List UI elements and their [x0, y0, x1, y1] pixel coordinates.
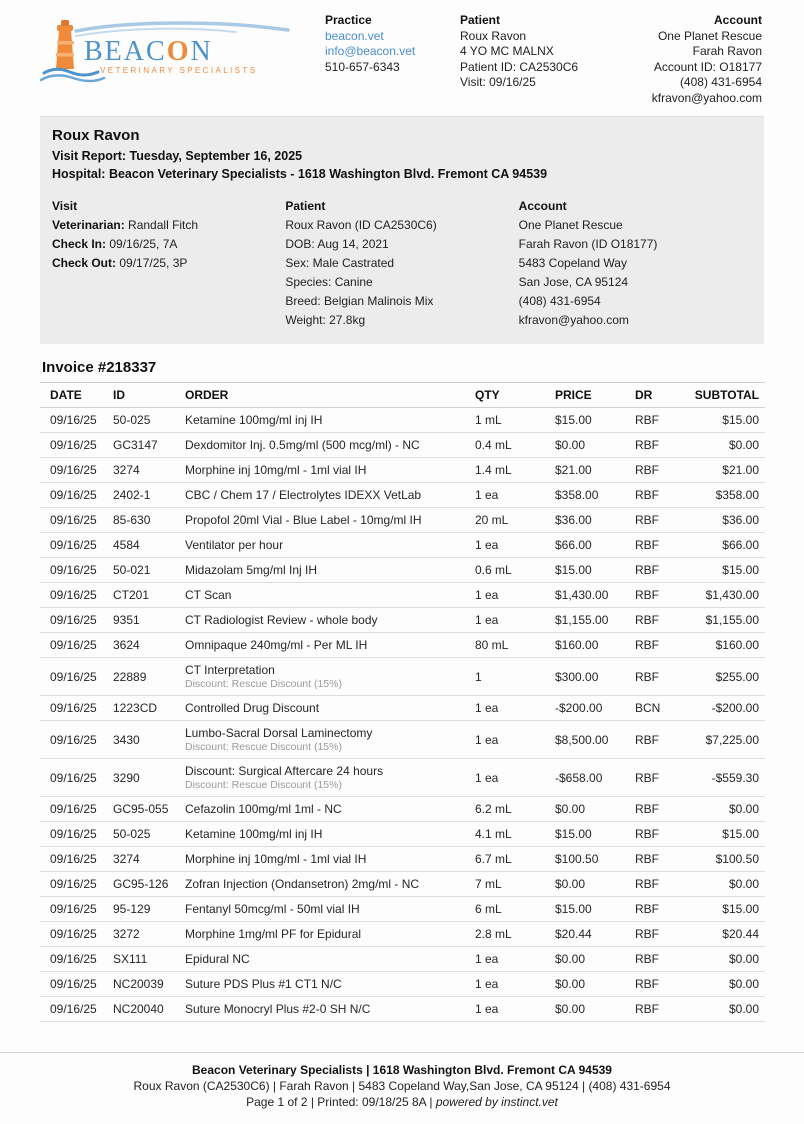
cell-order: [185, 922, 475, 947]
table-header-row: [40, 383, 765, 408]
patient-lines: [460, 29, 620, 91]
cell-subtotal: $0.00: [687, 433, 765, 458]
cell-date: 09/16/25: [40, 458, 113, 483]
patient-line: Roux Ravon: [460, 28, 527, 43]
cell-subtotal: $0.00: [687, 872, 765, 897]
cell-price: $20.44: [555, 922, 635, 947]
cell-price: $15.00: [555, 408, 635, 433]
cell-price: $8,500.00: [555, 721, 635, 759]
cell-qty: 1.4 mL: [475, 458, 555, 483]
cell-subtotal: $0.00: [687, 947, 765, 972]
cell-date: 09/16/25: [40, 822, 113, 847]
cell-date: 09/16/25: [40, 558, 113, 583]
cell-order: [185, 658, 475, 696]
patient-line: Visit: 09/16/25: [460, 75, 536, 89]
visit-pair: [52, 235, 285, 254]
cell-id: 50-021: [113, 558, 185, 583]
cell-order: [185, 897, 475, 922]
account-detail-line: San Jose, CA 95124: [518, 275, 629, 289]
cell-order: [185, 458, 475, 483]
cell-order: [185, 433, 475, 458]
cell-price: $358.00: [555, 483, 635, 508]
cell-id: 9351: [113, 608, 185, 633]
cell-order: [185, 997, 475, 1022]
cell-qty: 1: [475, 658, 555, 696]
cell-dr: RBF: [635, 583, 687, 608]
cell-order: [185, 847, 475, 872]
visit-report-line: Visit Report: Tuesday, September 16, 2025: [52, 149, 303, 163]
cell-qty: 6 mL: [475, 897, 555, 922]
cell-price: $0.00: [555, 797, 635, 822]
cell-order: [185, 947, 475, 972]
cell-date: 09/16/25: [40, 433, 113, 458]
cell-subtotal: $15.00: [687, 822, 765, 847]
practice-block: [325, 13, 460, 75]
table-row: [40, 797, 765, 822]
cell-price: -$200.00: [555, 696, 635, 721]
cell-dr: RBF: [635, 483, 687, 508]
col-header-dr: DR: [635, 383, 687, 408]
order-name: Midazolam 5mg/ml Inj IH: [185, 563, 318, 577]
visit-pairs: [52, 216, 285, 273]
cell-dr: RBF: [635, 433, 687, 458]
cell-id: GC95-126: [113, 872, 185, 897]
cell-dr: RBF: [635, 759, 687, 797]
account-line: Farah Ravon: [692, 44, 762, 58]
page-footer: [0, 1052, 804, 1124]
patient-detail-lines: [285, 216, 518, 330]
cell-dr: RBF: [635, 972, 687, 997]
cell-date: 09/16/25: [40, 847, 113, 872]
account-lines: [652, 29, 762, 107]
cell-dr: RBF: [635, 997, 687, 1022]
patient-detail-line: Sex: Male Castrated: [285, 256, 395, 270]
cell-date: 09/16/25: [40, 533, 113, 558]
account-detail-lines: [519, 216, 752, 330]
account-line: One Planet Rescue: [657, 28, 762, 43]
cell-subtotal: $15.00: [687, 897, 765, 922]
order-name: Cefazolin 100mg/ml 1ml - NC: [185, 802, 342, 816]
brand-tagline: VETERINARY SPECIALISTS: [100, 66, 258, 75]
table-row: [40, 696, 765, 721]
table-row: [40, 872, 765, 897]
cell-dr: RBF: [635, 558, 687, 583]
order-name: Discount: Surgical Aftercare 24 hours: [185, 764, 384, 778]
visit-pair-value: 09/17/25, 3P: [116, 256, 188, 270]
cell-date: 09/16/25: [40, 696, 113, 721]
cell-dr: RBF: [635, 721, 687, 759]
cell-qty: 2.8 mL: [475, 922, 555, 947]
cell-qty: 1 ea: [475, 759, 555, 797]
cell-dr: BCN: [635, 696, 687, 721]
cell-qty: 0.4 mL: [475, 433, 555, 458]
cell-id: NC20040: [113, 997, 185, 1022]
cell-price: $160.00: [555, 633, 635, 658]
cell-date: 09/16/25: [40, 508, 113, 533]
lighthouse-icon: [40, 15, 292, 87]
account-detail-line: kfravon@yahoo.com: [518, 313, 629, 327]
cell-price: $0.00: [555, 972, 635, 997]
cell-order: [185, 972, 475, 997]
visit-pair-label: Check In:: [52, 237, 107, 251]
account-detail-line: Farah Ravon (ID O18177): [518, 237, 658, 251]
cell-order: [185, 408, 475, 433]
invoice-table-body: [40, 408, 765, 1022]
practice-phone: 510-657-6343: [325, 59, 400, 74]
cell-order: [185, 558, 475, 583]
cell-price: $0.00: [555, 433, 635, 458]
order-name: CT Interpretation: [185, 663, 275, 677]
cell-subtotal: $0.00: [687, 797, 765, 822]
footer-hospital-line: Beacon Veterinary Specialists | 1618 Washington Blvd. Fremont CA 94539: [192, 1063, 612, 1077]
cell-price: $15.00: [555, 822, 635, 847]
account-detail-line: (408) 431-6954: [518, 294, 601, 308]
table-row: [40, 972, 765, 997]
footer-page-line: [20, 1094, 784, 1110]
brand-text: BEACON: [84, 36, 213, 67]
cell-dr: RBF: [635, 847, 687, 872]
table-row: [40, 633, 765, 658]
cell-date: 09/16/25: [40, 583, 113, 608]
cell-dr: RBF: [635, 797, 687, 822]
table-row: [40, 533, 765, 558]
cell-qty: 80 mL: [475, 633, 555, 658]
cell-dr: RBF: [635, 822, 687, 847]
cell-price: $15.00: [555, 558, 635, 583]
cell-subtotal: $20.44: [687, 922, 765, 947]
cell-subtotal: $1,155.00: [687, 608, 765, 633]
table-row: [40, 822, 765, 847]
table-row: [40, 997, 765, 1022]
visit-pair: [52, 216, 285, 235]
cell-id: 4584: [113, 533, 185, 558]
cell-dr: RBF: [635, 947, 687, 972]
cell-order: [185, 721, 475, 759]
patient-line: Patient ID: CA2530C6: [460, 59, 579, 74]
cell-qty: 1 ea: [475, 721, 555, 759]
patient-column-title: Patient: [285, 199, 326, 213]
cell-order: [185, 508, 475, 533]
col-header-order: ORDER: [185, 383, 475, 408]
order-name: Lumbo-Sacral Dorsal Laminectomy: [185, 726, 373, 740]
cell-qty: 1 ea: [475, 483, 555, 508]
cell-id: GC95-055: [113, 797, 185, 822]
cell-qty: 1 ea: [475, 583, 555, 608]
order-name: Ketamine 100mg/ml inj IH: [185, 413, 323, 427]
practice-email-link[interactable]: info@beacon.vet: [325, 44, 416, 58]
account-detail-line: One Planet Rescue: [518, 218, 623, 232]
account-label: Account: [714, 13, 762, 27]
table-row: [40, 508, 765, 533]
cell-dr: RBF: [635, 633, 687, 658]
page-header: [0, 0, 804, 116]
cell-subtotal: $0.00: [687, 972, 765, 997]
practice-website-link[interactable]: beacon.vet: [325, 28, 384, 43]
patient-detail-line: DOB: Aug 14, 2021: [285, 237, 389, 251]
cell-date: 09/16/25: [40, 997, 113, 1022]
cell-dr: RBF: [635, 508, 687, 533]
cell-qty: 1 ea: [475, 696, 555, 721]
cell-date: 09/16/25: [40, 408, 113, 433]
cell-qty: 6.7 mL: [475, 847, 555, 872]
cell-id: 3430: [113, 721, 185, 759]
patient-detail-line: Breed: Belgian Malinois Mix: [285, 294, 434, 308]
cell-qty: 1 ea: [475, 608, 555, 633]
order-discount-note: Discount: Rescue Discount (15%): [185, 779, 342, 791]
cell-subtotal: $7,225.00: [687, 721, 765, 759]
cell-price: $66.00: [555, 533, 635, 558]
col-header-subtotal: SUBTOTAL: [687, 383, 765, 408]
cell-price: -$658.00: [555, 759, 635, 797]
table-row: [40, 433, 765, 458]
account-detail-line: 5483 Copeland Way: [518, 256, 627, 270]
cell-qty: 1 mL: [475, 408, 555, 433]
cell-date: 09/16/25: [40, 608, 113, 633]
account-column-title: Account: [518, 199, 567, 213]
cell-date: 09/16/25: [40, 633, 113, 658]
cell-id: 3274: [113, 458, 185, 483]
patient-detail-line: Species: Canine: [285, 275, 373, 289]
order-name: Omnipaque 240mg/ml - Per ML IH: [185, 638, 368, 652]
table-row: [40, 947, 765, 972]
visit-pair: [52, 254, 285, 273]
visit-column-title: Visit: [52, 199, 78, 213]
cell-price: $0.00: [555, 997, 635, 1022]
cell-subtotal: $15.00: [687, 408, 765, 433]
cell-subtotal: $0.00: [687, 997, 765, 1022]
cell-id: GC3147: [113, 433, 185, 458]
cell-dr: RBF: [635, 658, 687, 696]
summary-patient-name: Roux Ravon: [52, 127, 140, 144]
cell-subtotal: $255.00: [687, 658, 765, 696]
cell-dr: RBF: [635, 533, 687, 558]
cell-order: [185, 633, 475, 658]
cell-id: 22889: [113, 658, 185, 696]
cell-order: [185, 759, 475, 797]
order-name: Morphine inj 10mg/ml - 1ml vial IH: [185, 463, 367, 477]
cell-qty: 1 ea: [475, 947, 555, 972]
cell-subtotal: $66.00: [687, 533, 765, 558]
cell-qty: 1 ea: [475, 972, 555, 997]
cell-subtotal: $15.00: [687, 558, 765, 583]
cell-date: 09/16/25: [40, 922, 113, 947]
cell-id: 2402-1: [113, 483, 185, 508]
table-row: [40, 583, 765, 608]
cell-id: CT201: [113, 583, 185, 608]
cell-qty: 0.6 mL: [475, 558, 555, 583]
table-row: [40, 847, 765, 872]
order-name: Morphine 1mg/ml PF for Epidural: [185, 927, 362, 941]
cell-order: [185, 483, 475, 508]
footer-powered-by: powered by instinct.vet: [435, 1095, 558, 1109]
cell-price: $15.00: [555, 897, 635, 922]
cell-date: 09/16/25: [40, 721, 113, 759]
cell-order: [185, 872, 475, 897]
cell-order: [185, 822, 475, 847]
table-row: [40, 658, 765, 696]
table-row: [40, 897, 765, 922]
table-row: [40, 408, 765, 433]
order-name: Controlled Drug Discount: [185, 701, 320, 715]
cell-price: $1,155.00: [555, 608, 635, 633]
order-name: CT Scan: [185, 588, 232, 602]
cell-qty: 20 mL: [475, 508, 555, 533]
cell-id: 85-630: [113, 508, 185, 533]
cell-id: 3272: [113, 922, 185, 947]
visit-column: [52, 197, 285, 330]
cell-dr: RBF: [635, 458, 687, 483]
cell-subtotal: $1,430.00: [687, 583, 765, 608]
cell-id: 3274: [113, 847, 185, 872]
table-row: [40, 558, 765, 583]
footer-page-info: Page 1 of 2 | Printed: 09/18/25 8A |: [246, 1095, 436, 1109]
cell-price: $0.00: [555, 947, 635, 972]
cell-id: 50-025: [113, 408, 185, 433]
cell-order: [185, 608, 475, 633]
cell-id: 1223CD: [113, 696, 185, 721]
cell-date: 09/16/25: [40, 658, 113, 696]
table-row: [40, 759, 765, 797]
patient-detail-line: Roux Ravon (ID CA2530C6): [285, 218, 437, 232]
account-line: kfravon@yahoo.com: [651, 90, 762, 105]
order-name: Zofran Injection (Ondansetron) 2mg/ml - NC: [185, 877, 420, 891]
cell-order: [185, 696, 475, 721]
invoice-table: [40, 382, 765, 1022]
visit-pair-value: 09/16/25, 7A: [106, 237, 178, 251]
cell-subtotal: $160.00: [687, 633, 765, 658]
order-name: Suture Monocryl Plus #2-0 SH N/C: [185, 1002, 371, 1016]
col-header-price: PRICE: [555, 383, 635, 408]
order-name: Dexdomitor Inj. 0.5mg/ml (500 mcg/ml) - NC: [185, 438, 420, 452]
cell-dr: RBF: [635, 408, 687, 433]
cell-qty: 1 ea: [475, 533, 555, 558]
cell-price: $21.00: [555, 458, 635, 483]
cell-date: 09/16/25: [40, 897, 113, 922]
footer-contact-line: Roux Ravon (CA2530C6) | Farah Ravon | 5483 Copeland Way,San Jose, CA 95124 | (408) 431-6954: [133, 1079, 671, 1093]
cell-id: 50-025: [113, 822, 185, 847]
col-header-qty: QTY: [475, 383, 555, 408]
cell-price: $36.00: [555, 508, 635, 533]
order-name: CT Radiologist Review - whole body: [185, 613, 378, 627]
order-name: Ventilator per hour: [185, 538, 284, 552]
cell-qty: 1 ea: [475, 997, 555, 1022]
table-row: [40, 608, 765, 633]
cell-date: 09/16/25: [40, 972, 113, 997]
order-name: Fentanyl 50mcg/ml - 50ml vial IH: [185, 902, 360, 916]
cell-dr: RBF: [635, 872, 687, 897]
account-line: (408) 431-6954: [679, 75, 762, 89]
patient-column: [285, 197, 518, 330]
patient-label: Patient: [460, 13, 501, 27]
cell-subtotal: $100.50: [687, 847, 765, 872]
cell-dr: RBF: [635, 897, 687, 922]
cell-date: 09/16/25: [40, 872, 113, 897]
table-row: [40, 483, 765, 508]
order-discount-note: Discount: Rescue Discount (15%): [185, 741, 342, 753]
cell-date: 09/16/25: [40, 483, 113, 508]
invoice-title: Invoice #218337: [42, 359, 157, 376]
order-discount-note: Discount: Rescue Discount (15%): [185, 678, 342, 690]
practice-label: Practice: [325, 13, 372, 27]
cell-dr: RBF: [635, 922, 687, 947]
table-row: [40, 458, 765, 483]
order-name: CBC / Chem 17 / Electrolytes IDEXX VetLab: [185, 488, 422, 502]
cell-dr: RBF: [635, 608, 687, 633]
table-row: [40, 922, 765, 947]
visit-pair-label: Check Out:: [52, 256, 117, 270]
cell-subtotal: $36.00: [687, 508, 765, 533]
cell-qty: 6.2 mL: [475, 797, 555, 822]
order-name: Morphine inj 10mg/ml - 1ml vial IH: [185, 852, 367, 866]
patient-detail-line: Weight: 27.8kg: [285, 313, 366, 327]
order-name: Epidural NC: [185, 952, 250, 966]
cell-price: $0.00: [555, 872, 635, 897]
order-name: Propofol 20ml Vial - Blue Label - 10mg/ml IH: [185, 513, 422, 527]
summary-columns: [52, 197, 752, 330]
visit-summary-box: [40, 116, 764, 344]
cell-qty: 4.1 mL: [475, 822, 555, 847]
col-header-date: DATE: [40, 383, 113, 408]
visit-pair-label: Veterinarian:: [52, 218, 125, 232]
cell-subtotal: $21.00: [687, 458, 765, 483]
cell-id: NC20039: [113, 972, 185, 997]
cell-order: [185, 797, 475, 822]
cell-order: [185, 583, 475, 608]
cell-date: 09/16/25: [40, 797, 113, 822]
patient-block: [460, 13, 620, 91]
patient-line: 4 YO MC MALNX: [460, 44, 554, 58]
visit-pair-value: Randall Fitch: [124, 218, 199, 232]
beacon-logo: [40, 13, 325, 87]
cell-price: $100.50: [555, 847, 635, 872]
cell-id: 95-129: [113, 897, 185, 922]
cell-date: 09/16/25: [40, 947, 113, 972]
col-header-id: ID: [113, 383, 185, 408]
cell-subtotal: $358.00: [687, 483, 765, 508]
account-block: [652, 13, 762, 106]
cell-date: 09/16/25: [40, 759, 113, 797]
order-name: Suture PDS Plus #1 CT1 N/C: [185, 977, 342, 991]
account-line: Account ID: O18177: [653, 59, 762, 74]
order-name: Ketamine 100mg/ml inj IH: [185, 827, 323, 841]
cell-price: $1,430.00: [555, 583, 635, 608]
cell-id: 3290: [113, 759, 185, 797]
cell-subtotal: -$559.30: [687, 759, 765, 797]
cell-id: SX111: [113, 947, 185, 972]
cell-qty: 7 mL: [475, 872, 555, 897]
table-row: [40, 721, 765, 759]
hospital-line: Hospital: Beacon Veterinary Specialists - 1618 Washington Blvd. Fremont CA 94539: [52, 167, 548, 181]
cell-subtotal: -$200.00: [687, 696, 765, 721]
cell-price: $300.00: [555, 658, 635, 696]
account-column: [519, 197, 752, 330]
cell-id: 3624: [113, 633, 185, 658]
cell-order: [185, 533, 475, 558]
